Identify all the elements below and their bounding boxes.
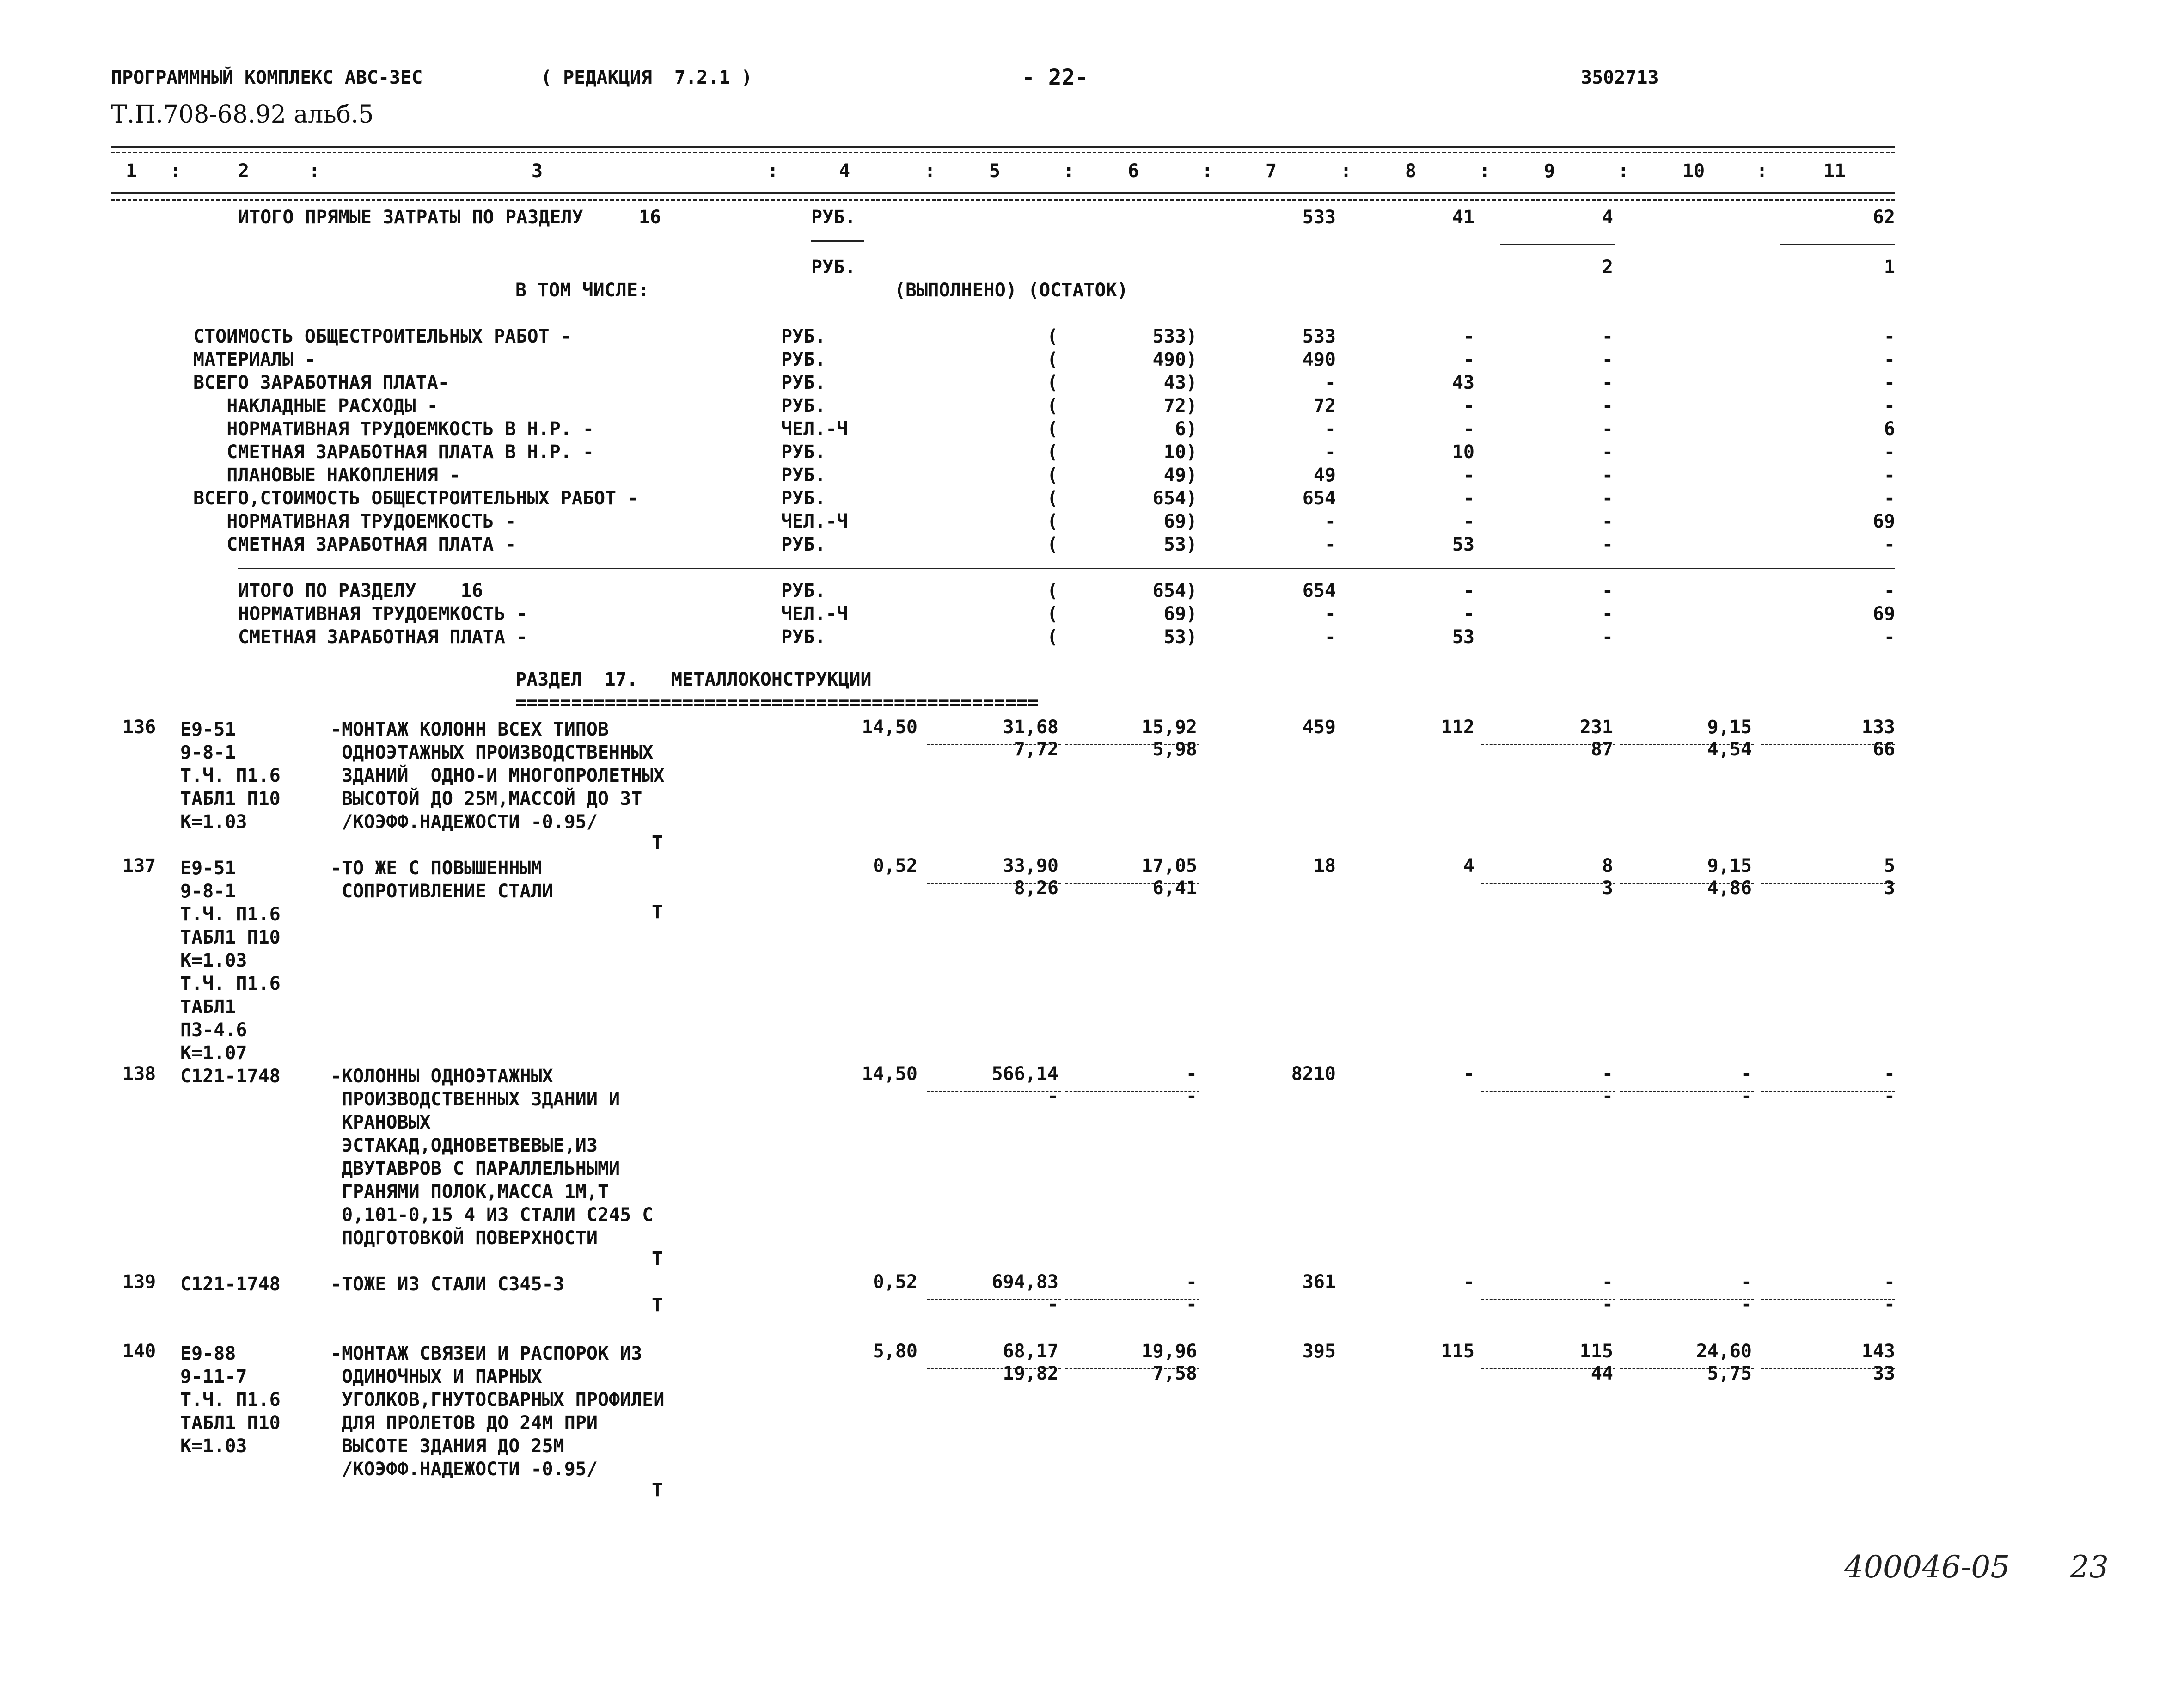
section16-total-item-unit: РУБ. xyxy=(781,626,826,648)
summary-item-c9: - xyxy=(1602,534,1613,555)
section16-total-item-unit: ЧЕЛ.-Ч xyxy=(781,603,848,625)
row-value-c11-bottom: 66 xyxy=(1872,739,1895,760)
column-separator: : xyxy=(1756,160,1768,182)
row-value-c5-bottom: 8,26 xyxy=(1014,877,1058,899)
summary-item-unit: РУБ. xyxy=(781,442,826,463)
row-description: -МОНТАЖ СВЯЗЕИ И РАСПОРОК ИЗ ОДИНОЧНЫХ И ПАРНЫХ УГОЛКОВ,ГНУТОСВАРНЫХ ПРОФИЛЕИ ДЛЯ ПРОЛЕТОВ ДО 24М ПРИ ВЫСОТЕ ЗДАНИЯ ДО 25М /КОЭФФ.НАДЕЖОСТИ -0.95/ xyxy=(330,1343,665,1480)
header-rule-top-2 xyxy=(111,152,1895,153)
section16-total-c9-top: 4 xyxy=(1602,207,1613,228)
summary-item-label: ВСЕГО,СТОИМОСТЬ ОБЩЕСТРОИТЕЛЬНЫХ РАБОТ - xyxy=(193,488,639,509)
summary-item-c11: 6 xyxy=(1884,418,1895,440)
row-unit: Т xyxy=(652,902,663,923)
row-value-c8: 115 xyxy=(1441,1341,1474,1362)
row-value-c5: 33,90 xyxy=(1003,855,1058,877)
section16-total-c8: 41 xyxy=(1452,207,1474,228)
summary-item-c7: 72 xyxy=(1313,395,1336,417)
column-header-11: 11 xyxy=(1823,160,1846,182)
column-separator: : xyxy=(924,160,936,182)
row-value-c10: - xyxy=(1740,1271,1752,1293)
section16-total-item-rest: 654) xyxy=(1152,580,1197,601)
summary-item-label: НОРМАТИВНАЯ ТРУДОЕМКОСТЬ В Н.Р. - xyxy=(193,418,594,440)
section16-total-item-paren: ( xyxy=(1047,580,1058,601)
row-value-c4: 14,50 xyxy=(862,1063,918,1085)
summary-item-c8: - xyxy=(1463,465,1474,486)
row-value-c6-bottom: 6,41 xyxy=(1152,877,1197,899)
row-value-c5: 31,68 xyxy=(1003,717,1058,738)
summary-item-label: НОРМАТИВНАЯ ТРУДОЕМКОСТЬ - xyxy=(193,511,516,532)
summary-item-c11: - xyxy=(1884,349,1895,370)
column-header-5: 5 xyxy=(989,160,1001,182)
row-value-c11-bottom: 3 xyxy=(1884,877,1895,899)
row-value-c9: 115 xyxy=(1579,1341,1613,1362)
section16-total-item-c8: 53 xyxy=(1452,626,1474,648)
summary-item-c11: - xyxy=(1884,534,1895,555)
section17-underline: =============================================== xyxy=(515,692,1039,713)
summary-item-c7: 49 xyxy=(1313,465,1336,486)
section16-total-item-c9: - xyxy=(1602,603,1613,625)
column-header-6: 6 xyxy=(1128,160,1139,182)
row-description: -ТОЖЕ ИЗ СТАЛИ С345-3 xyxy=(330,1274,564,1295)
section16-total-item-c9: - xyxy=(1602,580,1613,601)
column-header-10: 10 xyxy=(1682,160,1705,182)
row-value-c6: - xyxy=(1186,1271,1197,1293)
summary-item-c7: 490 xyxy=(1302,349,1336,370)
summary-item-label: СМЕТНАЯ ЗАРАБОТНАЯ ПЛАТА В Н.Р. - xyxy=(193,442,594,463)
summary-item-paren: ( xyxy=(1047,418,1058,440)
summary-item-c9: - xyxy=(1602,488,1613,509)
summary-item-rest: 49) xyxy=(1163,465,1197,486)
summary-item-c7: - xyxy=(1324,372,1336,393)
fraction-line-c5 xyxy=(927,1299,1061,1300)
section16-total-item-c7: - xyxy=(1324,603,1336,625)
row-value-c9-bottom: 87 xyxy=(1591,739,1613,760)
column-separator: : xyxy=(1340,160,1352,182)
section16-total-c7: 533 xyxy=(1302,207,1336,228)
row-value-c9-bottom: 3 xyxy=(1602,877,1613,899)
row-value-c7: 8210 xyxy=(1291,1063,1336,1085)
summary-item-c9: - xyxy=(1602,511,1613,532)
section16-total-item-c8: - xyxy=(1463,580,1474,601)
fraction-line-c10 xyxy=(1620,1299,1754,1300)
column-header-2: 2 xyxy=(238,160,250,182)
summary-item-rest: 10) xyxy=(1163,442,1197,463)
section16-total-item-c7: 654 xyxy=(1302,580,1336,601)
section16-total-item-c9: - xyxy=(1602,626,1613,648)
project-reference: Т.П.708-68.92 альб.5 xyxy=(111,101,374,129)
column-header-1: 1 xyxy=(126,160,137,182)
summary-item-c8: - xyxy=(1463,395,1474,417)
row-unit: Т xyxy=(652,1479,663,1501)
summary-item-unit: РУБ. xyxy=(781,326,826,347)
summary-item-paren: ( xyxy=(1047,372,1058,393)
row-value-c9: - xyxy=(1602,1271,1613,1293)
section16-total-item-label: ИТОГО ПО РАЗДЕЛУ 16 xyxy=(238,580,483,601)
row-value-c10-bottom: 5,75 xyxy=(1707,1363,1752,1384)
row-description: -МОНТАЖ КОЛОНН ВСЕХ ТИПОВ ОДНОЭТАЖНЫХ ПРОИЗВОДСТВЕННЫХ ЗДАНИЙ ОДНО-И МНОГОПРОЛЕТНЫХ ВЫСОТОЙ ДО 25М,МАССОЙ ДО 3Т /КОЭФФ.НАДЕЖОСТИ -0.95/ xyxy=(330,719,665,833)
summary-item-label: НАКЛАДНЫЕ РАСХОДЫ - xyxy=(193,395,438,417)
summary-item-c9: - xyxy=(1602,372,1613,393)
row-value-c10: 9,15 xyxy=(1707,855,1752,877)
fraction-line-c9 xyxy=(1481,1091,1615,1092)
row-value-c5: 566,14 xyxy=(991,1063,1058,1085)
column-separator: : xyxy=(767,160,779,182)
section16-total-item-paren: ( xyxy=(1047,626,1058,648)
summary-item-c7: - xyxy=(1324,442,1336,463)
summary-item-label: СМЕТНАЯ ЗАРАБОТНАЯ ПЛАТА - xyxy=(193,534,516,555)
summary-item-paren: ( xyxy=(1047,442,1058,463)
row-number: 136 xyxy=(122,717,156,738)
summary-item-c8: 43 xyxy=(1452,372,1474,393)
summary-item-paren: ( xyxy=(1047,534,1058,555)
row-value-c11-bottom: - xyxy=(1884,1294,1895,1315)
section16-total-item-c11: - xyxy=(1884,580,1895,601)
column-header-4: 4 xyxy=(839,160,850,182)
row-value-c5: 694,83 xyxy=(991,1271,1058,1293)
row-unit: Т xyxy=(652,1294,663,1316)
row-code: Е9-51 9-8-1 Т.Ч. П1.6 ТАБЛ1 П10 К=1.03 xyxy=(180,719,281,833)
section16-total-rule xyxy=(238,568,1895,569)
summary-item-c11: - xyxy=(1884,395,1895,417)
header-rule-bottom-2 xyxy=(111,199,1895,201)
summary-item-c7: - xyxy=(1324,511,1336,532)
row-value-c6-bottom: 5,98 xyxy=(1152,739,1197,760)
row-value-c4: 0,52 xyxy=(873,855,918,877)
program-name: ПРОГРАММНЫЙ КОМПЛЕКС АВС-3ЕС xyxy=(111,67,423,88)
summary-item-c11: 69 xyxy=(1872,511,1895,532)
row-description: -ТО ЖЕ С ПОВЫШЕННЫМ СОПРОТИВЛЕНИЕ СТАЛИ xyxy=(330,858,553,902)
summary-item-c8: 10 xyxy=(1452,442,1474,463)
row-value-c7: 459 xyxy=(1302,717,1336,738)
row-number: 138 xyxy=(122,1063,156,1085)
summary-item-c11: - xyxy=(1884,442,1895,463)
summary-item-c7: 654 xyxy=(1302,488,1336,509)
row-value-c5-bottom: 19,82 xyxy=(1003,1363,1058,1384)
row-value-c8: 4 xyxy=(1463,855,1474,877)
row-value-c7: 18 xyxy=(1313,855,1336,877)
column-header-7: 7 xyxy=(1266,160,1277,182)
row-value-c10: - xyxy=(1740,1063,1752,1085)
summary-item-unit: РУБ. xyxy=(781,349,826,370)
fraction-line-c5 xyxy=(927,1091,1061,1092)
section16-total-item-label: НОРМАТИВНАЯ ТРУДОЕМКОСТЬ - xyxy=(238,603,528,625)
summary-item-c9: - xyxy=(1602,395,1613,417)
row-value-c11: 143 xyxy=(1861,1341,1895,1362)
row-value-c10: 24,60 xyxy=(1696,1341,1752,1362)
summary-item-paren: ( xyxy=(1047,465,1058,486)
column-header-3: 3 xyxy=(532,160,543,182)
fraction-line-c11 xyxy=(1761,1299,1895,1300)
summary-item-paren: ( xyxy=(1047,349,1058,370)
column-separator: : xyxy=(1202,160,1213,182)
summary-item-c8: - xyxy=(1463,326,1474,347)
c9-fraction-line xyxy=(1500,244,1615,245)
summary-item-label: ВСЕГО ЗАРАБОТНАЯ ПЛАТА- xyxy=(193,372,449,393)
row-value-c10: 9,15 xyxy=(1707,717,1752,738)
summary-item-unit: РУБ. xyxy=(781,488,826,509)
summary-item-rest: 6) xyxy=(1175,418,1197,440)
header-rule-top xyxy=(111,146,1895,148)
column-header-8: 8 xyxy=(1405,160,1417,182)
summary-item-label: МАТЕРИАЛЫ - xyxy=(193,349,316,370)
row-value-c5: 68,17 xyxy=(1003,1341,1058,1362)
summary-item-rest: 533) xyxy=(1152,326,1197,347)
row-value-c8: - xyxy=(1463,1063,1474,1085)
section16-total-c11-top: 62 xyxy=(1872,207,1895,228)
summary-item-label: ПЛАНОВЫЕ НАКОПЛЕНИЯ - xyxy=(193,465,460,486)
summary-item-c9: - xyxy=(1602,465,1613,486)
row-number: 140 xyxy=(122,1341,156,1362)
section16-total-item-c7: - xyxy=(1324,626,1336,648)
row-value-c9: - xyxy=(1602,1063,1613,1085)
summary-item-c11: - xyxy=(1884,372,1895,393)
row-value-c9: 8 xyxy=(1602,855,1613,877)
row-value-c9-bottom: - xyxy=(1602,1086,1613,1107)
column-separator: : xyxy=(1479,160,1491,182)
summary-item-paren: ( xyxy=(1047,511,1058,532)
section17-title: РАЗДЕЛ 17. МЕТАЛЛОКОНСТРУКЦИИ xyxy=(515,669,872,690)
section16-total-item-unit: РУБ. xyxy=(781,580,826,601)
column-separator: : xyxy=(309,160,320,182)
row-value-c4: 5,80 xyxy=(873,1341,918,1362)
summary-item-paren: ( xyxy=(1047,488,1058,509)
row-code: Е9-88 9-11-7 Т.Ч. П1.6 ТАБЛ1 П10 К=1.03 xyxy=(180,1343,281,1457)
section16-total-unit: РУБ. xyxy=(811,207,856,228)
section16-total-item-c11: 69 xyxy=(1872,603,1895,625)
row-value-c6: 15,92 xyxy=(1141,717,1197,738)
fraction-line-c9 xyxy=(1481,883,1615,884)
column-separator: : xyxy=(170,160,182,182)
handwritten-doc-number: 400046-05 xyxy=(1844,1549,2010,1585)
summary-item-c8: - xyxy=(1463,349,1474,370)
row-number: 137 xyxy=(122,855,156,877)
row-value-c11: 133 xyxy=(1861,717,1895,738)
row-value-c11: - xyxy=(1884,1271,1895,1293)
section16-c9-bottom: 2 xyxy=(1602,257,1613,278)
summary-item-c8: 53 xyxy=(1452,534,1474,555)
summary-item-c7: - xyxy=(1324,534,1336,555)
section16-total-item-label: СМЕТНАЯ ЗАРАБОТНАЯ ПЛАТА - xyxy=(238,626,528,648)
fraction-line-c11 xyxy=(1761,1091,1895,1092)
summary-item-c7: 533 xyxy=(1302,326,1336,347)
summary-item-c11: - xyxy=(1884,488,1895,509)
row-code: С121-1748 xyxy=(180,1274,281,1295)
section16-total-item-paren: ( xyxy=(1047,603,1058,625)
summary-item-rest: 43) xyxy=(1163,372,1197,393)
summary-item-rest: 72) xyxy=(1163,395,1197,417)
row-value-c6: 17,05 xyxy=(1141,855,1197,877)
row-value-c5-bottom: 7,72 xyxy=(1014,739,1058,760)
column-header-9: 9 xyxy=(1544,160,1555,182)
summary-item-paren: ( xyxy=(1047,326,1058,347)
row-unit: Т xyxy=(652,832,663,853)
section16-unit-2: РУБ. xyxy=(811,257,856,278)
page-number: - 22- xyxy=(1022,65,1089,91)
edition: ( РЕДАКЦИЯ 7.2.1 ) xyxy=(541,67,752,88)
summary-item-rest: 490) xyxy=(1152,349,1197,370)
summary-item-label: СТОИМОСТЬ ОБЩЕСТРОИТЕЛЬНЫХ РАБОТ - xyxy=(193,326,572,347)
row-value-c10-bottom: - xyxy=(1740,1294,1752,1315)
row-value-c11-bottom: 33 xyxy=(1872,1363,1895,1384)
summary-item-unit: РУБ. xyxy=(781,534,826,555)
header-rule-bottom xyxy=(111,192,1895,194)
row-value-c6-bottom: 7,58 xyxy=(1152,1363,1197,1384)
fraction-line-c6 xyxy=(1065,1091,1199,1092)
row-value-c5-bottom: - xyxy=(1047,1086,1058,1107)
summary-item-unit: РУБ. xyxy=(781,372,826,393)
row-value-c5-bottom: - xyxy=(1047,1294,1058,1315)
column-separator: : xyxy=(1063,160,1075,182)
row-description: -КОЛОННЫ ОДНОЭТАЖНЫХ ПРОИЗВОДСТВЕННЫХ ЗДАНИИ И КРАНОВЫХ ЭСТАКАД,ОДНОВЕТВЕВЫЕ,ИЗ ДВУТАВРОВ С ПАРАЛЛЕЛЬНЫМИ ГРАНЯМИ ПОЛОК,МАССА 1М,Т 0,101-0,15 4 ИЗ СТАЛИ С245 С ПОДГОТОВКОЙ ПОВЕРХНОСТИ xyxy=(330,1066,654,1249)
summary-item-c9: - xyxy=(1602,326,1613,347)
row-code: Е9-51 9-8-1 Т.Ч. П1.6 ТАБЛ1 П10 К=1.03 Т.Ч. П1.6 ТАБЛ1 П3-4.6 К=1.07 xyxy=(180,858,281,1064)
summary-item-c9: - xyxy=(1602,418,1613,440)
row-value-c10-bottom: - xyxy=(1740,1086,1752,1107)
row-value-c10-bottom: 4,54 xyxy=(1707,739,1752,760)
handwritten-sheet-number: 23 xyxy=(2070,1549,2109,1585)
row-value-c6: 19,96 xyxy=(1141,1341,1197,1362)
summary-item-unit: ЧЕЛ.-Ч xyxy=(781,511,848,532)
row-number: 139 xyxy=(122,1271,156,1293)
section16-total-item-rest: 53) xyxy=(1163,626,1197,648)
summary-item-c9: - xyxy=(1602,349,1613,370)
section16-c11-bottom: 1 xyxy=(1884,257,1895,278)
row-value-c8: 112 xyxy=(1441,717,1474,738)
c11-fraction-line xyxy=(1780,244,1895,245)
summary-item-c11: - xyxy=(1884,465,1895,486)
row-value-c10-bottom: 4,86 xyxy=(1707,877,1752,899)
summary-item-unit: РУБ. xyxy=(781,395,826,417)
row-unit: Т xyxy=(652,1248,663,1270)
row-value-c11: 5 xyxy=(1884,855,1895,877)
row-value-c11-bottom: - xyxy=(1884,1086,1895,1107)
row-code: С121-1748 xyxy=(180,1066,281,1087)
document-code: 3502713 xyxy=(1581,67,1659,88)
summary-item-rest: 69) xyxy=(1163,511,1197,532)
summary-item-rest: 53) xyxy=(1163,534,1197,555)
row-value-c4: 14,50 xyxy=(862,717,918,738)
row-value-c6-bottom: - xyxy=(1186,1086,1197,1107)
row-value-c8: - xyxy=(1463,1271,1474,1293)
row-value-c6-bottom: - xyxy=(1186,1294,1197,1315)
row-value-c11: - xyxy=(1884,1063,1895,1085)
summary-item-unit: ЧЕЛ.-Ч xyxy=(781,418,848,440)
row-value-c9-bottom: - xyxy=(1602,1294,1613,1315)
summary-item-c9: - xyxy=(1602,442,1613,463)
fraction-line-c9 xyxy=(1481,1299,1615,1300)
row-value-c6: - xyxy=(1186,1063,1197,1085)
section16-total-item-c11: - xyxy=(1884,626,1895,648)
section16-total-item-c8: - xyxy=(1463,603,1474,625)
unit-underline xyxy=(811,240,864,242)
fraction-line-c11 xyxy=(1761,883,1895,884)
column-separator: : xyxy=(1618,160,1629,182)
row-value-c7: 395 xyxy=(1302,1341,1336,1362)
row-value-c4: 0,52 xyxy=(873,1271,918,1293)
summary-item-rest: 654) xyxy=(1152,488,1197,509)
done-rest-header: (ВЫПОЛНЕНО) (ОСТАТОК) xyxy=(894,280,1128,301)
summary-item-unit: РУБ. xyxy=(781,465,826,486)
summary-item-paren: ( xyxy=(1047,395,1058,417)
row-value-c9-bottom: 44 xyxy=(1591,1363,1613,1384)
row-value-c7: 361 xyxy=(1302,1271,1336,1293)
fraction-line-c6 xyxy=(1065,1299,1199,1300)
section16-total-item-rest: 69) xyxy=(1163,603,1197,625)
fraction-line-c10 xyxy=(1620,1091,1754,1092)
summary-item-c11: - xyxy=(1884,326,1895,347)
section16-total-label: ИТОГО ПРЯМЫЕ ЗАТРАТЫ ПО РАЗДЕЛУ 16 xyxy=(238,207,661,228)
summary-item-c8: - xyxy=(1463,511,1474,532)
summary-item-c7: - xyxy=(1324,418,1336,440)
summary-item-c8: - xyxy=(1463,488,1474,509)
including-label: В ТОМ ЧИСЛЕ: xyxy=(515,280,649,301)
summary-item-c8: - xyxy=(1463,418,1474,440)
row-value-c9: 231 xyxy=(1579,717,1613,738)
